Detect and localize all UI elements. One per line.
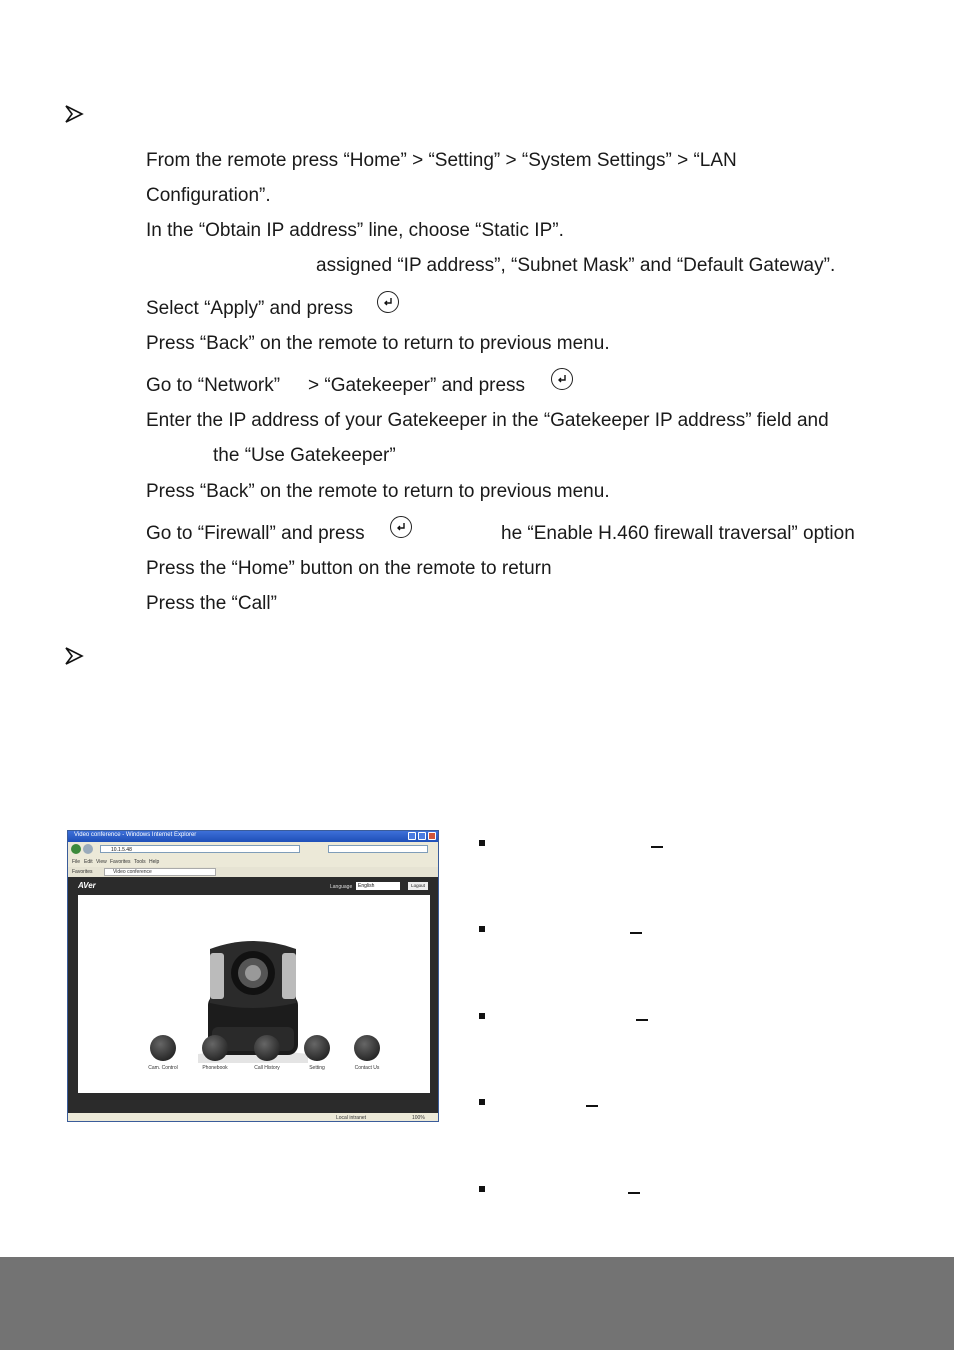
step-line: Go to “Firewall” and press [146,523,365,544]
arrow-bullet-icon [64,104,84,124]
call-history-button [254,1035,280,1061]
arrow-bullet-icon [64,646,84,666]
browser-menu [68,857,438,867]
browser-statusbar [68,1113,438,1122]
dash [636,1019,648,1021]
zoom-label: 100% [412,1115,425,1121]
browser-tab: Video conference [104,868,216,876]
setting-label: Setting [309,1065,325,1071]
language-label: Language [330,884,353,890]
menu-item: View [96,859,107,865]
zone-label: Local intranet [336,1115,367,1121]
square-bullet-icon [479,1099,485,1105]
setting-button [304,1035,330,1061]
step-line: In the “Obtain IP address” line, choose “Static IP”. [146,220,564,241]
phonebook-button [202,1035,228,1061]
page-content [78,895,430,1093]
browser-titlebar [68,831,438,842]
phonebook-label: Phonebook [202,1065,228,1071]
close-icon [428,832,436,840]
favorites-label: Favorites [72,869,93,875]
step-line: From the remote press “Home” > “Setting” > “System Settings” > “LAN [146,150,737,171]
language-select: English [356,882,400,890]
step-line: Configuration”. [146,185,271,206]
search-box [328,845,428,853]
call-history-label: Call History [254,1065,280,1071]
square-bullet-icon [479,1013,485,1019]
window-title: Video conference - Windows Internet Explorer [74,832,197,838]
step-line: Go to “Network” [146,375,281,396]
forward-icon [83,844,93,854]
address-bar-row [68,842,438,857]
square-bullet-icon [479,926,485,932]
enter-key-icon [377,291,399,313]
web-interface-screenshot [67,830,439,1122]
step-line: assigned “IP address”, “Subnet Mask” and “Default Gateway”. [316,255,836,276]
step-line: Press the “Call” [146,593,277,614]
favorites-bar [68,867,438,877]
step-line: Press “Back” on the remote to return to previous menu. [146,481,610,502]
contact-us-button [354,1035,380,1061]
step-line: > “Gatekeeper” and press [308,375,526,396]
step-line: Press the “Home” button on the remote to return [146,558,552,579]
page-footer [0,1257,954,1350]
step-line: Enter the IP address of your Gatekeeper in the “Gatekeeper IP address” field and [146,410,829,431]
step-line: he “Enable H.460 firewall traversal” option [501,523,855,544]
menu-item: File [72,859,81,865]
enter-key-icon [390,516,412,538]
dash [630,932,642,934]
aver-web-page [68,877,438,1113]
square-bullet-icon [479,1186,485,1192]
step-line: Press “Back” on the remote to return to previous menu. [146,333,610,354]
aver-logo: AVer [78,881,96,890]
menu-item: Help [149,859,160,865]
back-icon [71,844,81,854]
step-line: the “Use Gatekeeper” [213,445,396,466]
menu-item: Edit [84,859,93,865]
enter-key-icon [551,368,573,390]
menu-item: Tools [134,859,146,865]
menu-item: Favorites [110,859,131,865]
logout-button: Logout [408,882,428,890]
dash [586,1105,598,1107]
minimize-icon [408,832,416,840]
maximize-icon [418,832,426,840]
cam-control-button [150,1035,176,1061]
square-bullet-icon [479,840,485,846]
dash [628,1192,640,1194]
address-input: 10.1.5.48 [100,845,300,853]
step-line: Select “Apply” and press [146,298,353,319]
contact-us-label: Contact Us [354,1065,380,1071]
cam-control-label: Cam. Control [148,1065,178,1071]
dash [651,846,663,848]
